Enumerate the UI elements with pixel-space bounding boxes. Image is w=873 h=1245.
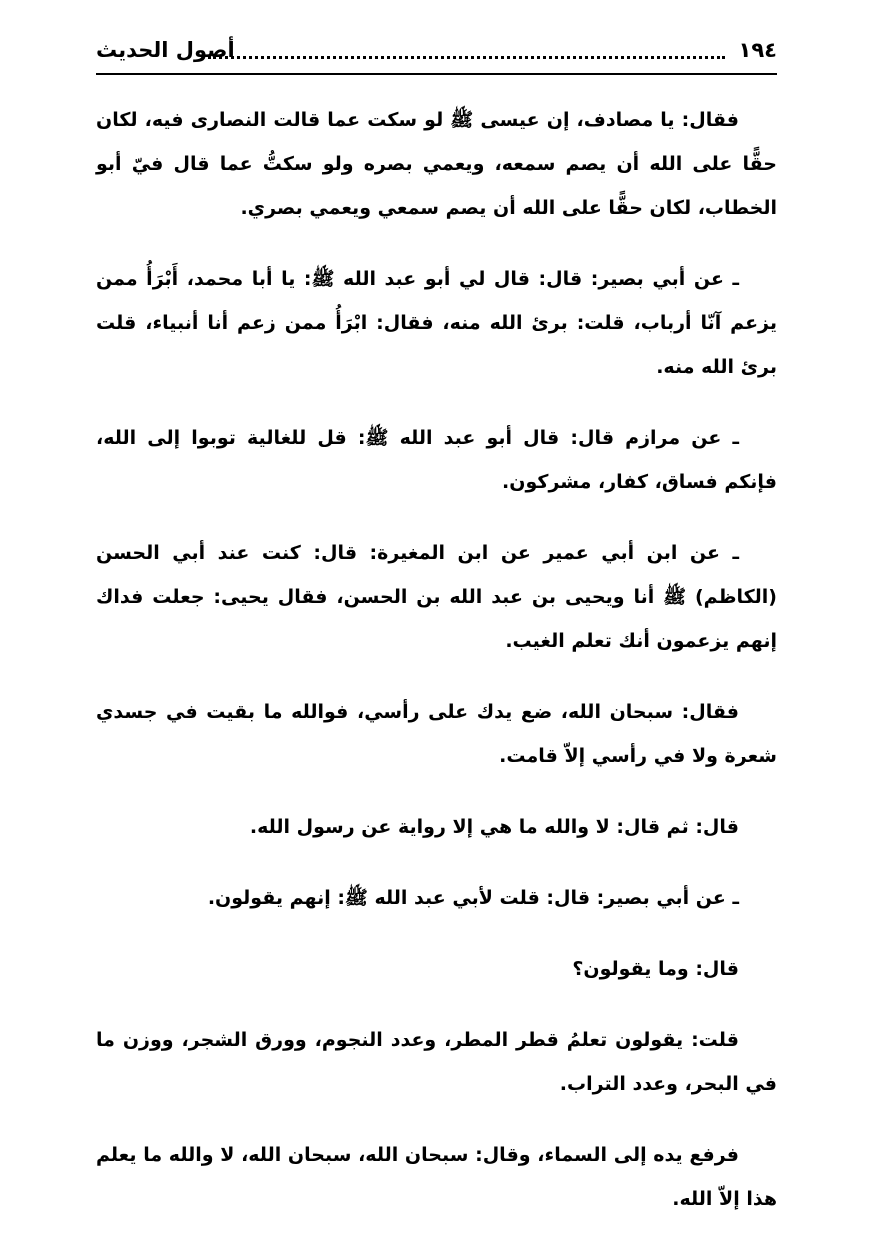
paragraph: قال: ثم قال: لا والله ما هي إلا رواية عن رسول الله. [249,816,739,838]
page-number: ١٩٤ [738,38,777,62]
page-body [96,98,777,1221]
paragraph: فقال: يا مصادف، إن عيسى ﷺ لو سكت عما قالت النصارى فيه، لكان حقًّا على الله أن يصم سمعه، ويعمي بصره ولو سكتُّ عما قال فيّ أبو الخطاب، لكان حقًّا على الله أن يصم سمعي ويعمي بصري. [96,109,777,219]
paragraph: ـ عن ابن أبي عمير عن ابن المغيرة: قال: كنت عند أبي الحسن (الكاظم) ﷺ أنا ويحيى بن عبد الله بن الحسن، فقال يحيى: جعلت فداك إنهم يزعمون أنك تعلم الغيب. [96,542,777,652]
paragraph: ـ عن أبي بصير: قال: قال لي أبو عبد الله ﷺ: يا أبا محمد، أَبْرَأُ ممن يزعم آنّا أرباب، قلت: برئ الله منه، فقال: ابْرَأُ ممن زعم أنا أنبياء، قلت برئ الله منه. [96,268,777,378]
running-header [96,38,777,72]
paragraph: فرفع يده إلى السماء، وقال: سبحان الله، سبحان الله، لا والله ما يعلم هذا إلاّ الله. [96,1144,777,1210]
paragraph: فقال: سبحان الله، ضع يدك على رأسي، فوالله ما بقيت في جسدي شعرة ولا في رأسي إلاّ قامت. [96,701,777,767]
paragraph: قال: وما يقولون؟ [572,958,739,980]
paragraph: ـ عن أبي بصير: قال: قلت لأبي عبد الله ﷺ: إنهم يقولون. [207,887,739,909]
running-title: أصول الحديث [96,38,235,62]
paragraph: ـ عن مرازم قال: قال أبو عبد الله ﷺ: قل للغالية توبوا إلى الله، فإنكم فساق، كفار، مشركون. [96,427,777,493]
paragraph: قلت: يقولون تعلمُ قطر المطر، وعدد النجوم، وورق الشجر، ووزن ما في البحر، وعدد التراب. [96,1029,777,1095]
header-leader-dots [208,46,725,59]
header-rule [96,73,777,75]
